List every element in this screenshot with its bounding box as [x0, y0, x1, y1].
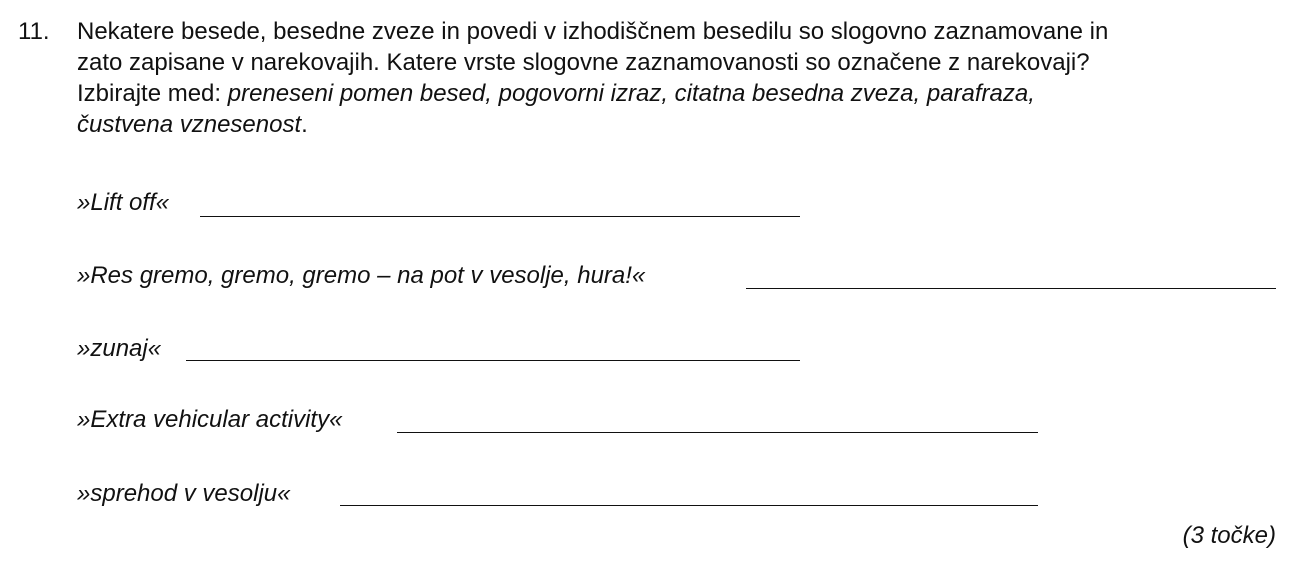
options-period: .	[301, 111, 308, 138]
question-line-2: zato zapisane v narekovajih. Katere vrste slogovne zaznamovanosti so označene z narekovaji?	[77, 49, 1090, 76]
answer-line-lift-off[interactable]	[200, 216, 800, 217]
answer-line-sprehod[interactable]	[340, 505, 1038, 506]
question-text	[77, 16, 1277, 140]
options-list: preneseni pomen besed, pogovorni izraz, citatna besedna zveza, parafraza,	[227, 80, 1035, 107]
points-label: (3 točke)	[1182, 522, 1276, 549]
question-line-3	[77, 78, 1277, 109]
question-line-4	[77, 109, 1277, 140]
item-label-extra-vehicular: »Extra vehicular activity«	[77, 406, 343, 433]
answer-line-zunaj[interactable]	[186, 360, 800, 361]
options-list-end: čustvena vznesenost	[77, 111, 302, 138]
item-label-res-gremo: »Res gremo, gremo, gremo – na pot v vesolje, hura!«	[77, 262, 646, 289]
answer-line-res-gremo[interactable]	[746, 288, 1276, 289]
question-number: 11.	[18, 18, 50, 45]
question-line-1: Nekatere besede, besedne zveze in povedi v izhodiščnem besedilu so slogovno zaznamovane in	[77, 18, 1109, 45]
item-label-sprehod: »sprehod v vesolju«	[77, 480, 291, 507]
item-label-zunaj: »zunaj«	[77, 335, 162, 362]
answer-line-extra-vehicular[interactable]	[397, 432, 1038, 433]
item-label-lift-off: »Lift off«	[77, 189, 170, 216]
options-prefix: Izbirajte med:	[77, 80, 228, 107]
